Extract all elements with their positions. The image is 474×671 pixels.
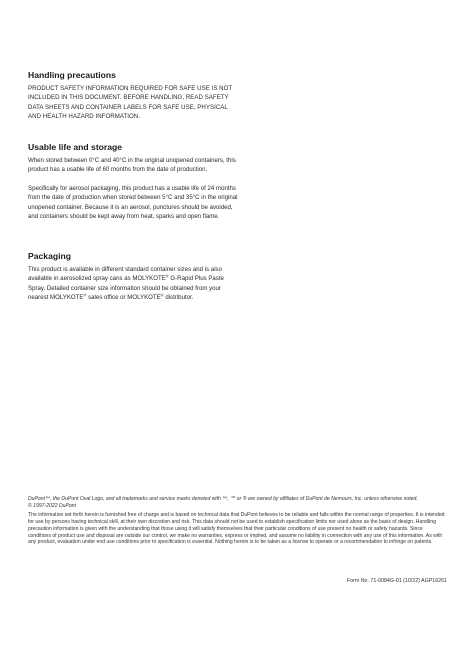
packaging-text	[28, 265, 240, 303]
usable-life-paragraph-2: Specifically for aerosol packaging, this product has a usable life of 24 months from the date of production when stored between 5°C and 35°C in the original unopened container. Because it is an aerosol, punctures should be avoided, and containers should be kept away from heat, sparks and open flame.	[28, 184, 238, 221]
registered-mark: ®	[160, 292, 164, 298]
packaging-section	[28, 251, 240, 303]
form-number: Form No. 71-0084G-01 (10/22) AGP16261	[346, 578, 447, 584]
packaging-text-part-1: This product is available in different standard container sizes and is also available in aerosolized spray cans as MOLYKOTE	[28, 266, 222, 283]
handling-precautions-section	[28, 70, 240, 122]
handling-precautions-text: PRODUCT SAFETY INFORMATION REQUIRED FOR SAFE USE IS NOT INCLUDED IN THIS DOCUMENT. BEFORE HANDLING, READ SAFETY DATA SHEETS AND CONTAINER LABELS FOR SAFE USE, PHYSICAL AND HEALTH HAZARD INFORMATION.	[28, 85, 233, 121]
usable-life-paragraph-1: When stored between 0°C and 40°C in the original unopened containers, this product has a usable life of 60 months from the date of production.	[28, 157, 236, 174]
legal-footer	[28, 496, 446, 546]
registered-mark: ®	[83, 292, 87, 298]
packaging-text-part-4: distributor.	[163, 294, 194, 302]
packaging-text-part-2: G-Rapid Plus Paste Spray. Detailed container size information should be obtained from your nearest MOLYKOTE	[28, 275, 224, 302]
handling-precautions-heading: Handling precautions	[28, 70, 116, 80]
registered-mark: ®	[165, 273, 169, 279]
legal-disclaimer: The information set forth herein is furnished free of charge and is based on technical data that DuPont believes to be reliable and falls within the normal range of properties. It is intended for use by persons having technical skill, at their own discretion and risk. This data should not be used to establish specification limits nor used alone as the basis of design. Handling precaution information is given with the understanding that those using it will satisfy themselves that their particular conditions of use present no health or safety hazards. Since conditions of product use and disposal are outside our control, we make no warranties, express or implied, and assume no liability in connection with any use of this information. As with any product, evaluation under end use conditions prior to specification is essential. Nothing herein is to be taken as a license to operate or a recommendation to infringe on patents.	[28, 512, 445, 546]
usable-life-section	[28, 142, 240, 221]
copyright-notice: © 1997-2022 DuPont	[28, 502, 76, 509]
trademark-notice: DuPont™, the DuPont Oval Logo, and all trademarks and service marks denoted with ™, ℠ or ® are owned by affiliates of DuPont de Nemours, Inc. unless otherwise noted.	[28, 496, 418, 502]
packaging-text-part-3: sales office or MOLYKOTE	[86, 294, 161, 302]
packaging-heading: Packaging	[28, 251, 71, 261]
usable-life-heading: Usable life and storage	[28, 142, 123, 152]
